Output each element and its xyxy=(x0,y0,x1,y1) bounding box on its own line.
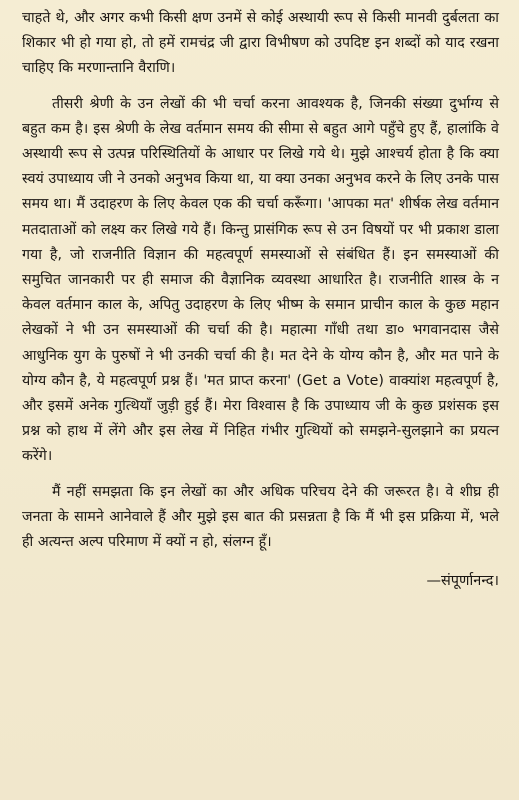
paragraph-closing: मैं नहीं समझता कि इन लेखों का और अधिक परिचय देने की जरूरत है। वे शीघ्र ही जनता के सामने आनेवाले हैं और मुझे इस बात की प्रसन्नता है कि मैं भी इस प्रक्रिया में, भले ही अत्यन्त अल्प परिमाण में क्यों न हो, संलग्न हूँ। xyxy=(22,483,499,551)
author-signature: —संपूर्णानन्द। xyxy=(426,573,499,590)
paragraph-third-category: तीसरी श्रेणी के उन लेखों की भी चर्चा करना आवश्यक है, जिनकी संख्या दुर्भाग्य से बहुत कम है। इस श्रेणी के लेख वर्तमान समय की सीमा से बहुत आगे पहुँचे हुए हैं, हालांकि वे अस्थायी रूप से उत्पन्न परिस्थितियों के आधार पर लिखे गये थे। मुझे आश्चर्य होता है कि क्या स्वयं उपाध्याय जी ने उनको अनुभव किया था, या क्या उनका अनुभव करने के लिए उनके पास समय था। मैं उदाहरण के लिए केवल एक की चर्चा करूँगा। 'आपका मत' शीर्षक लेख वर्तमान मतदाताओं को लक्ष्य कर लिखे गये हैं। किन्तु प्रासंगिक रूप से उन विषयों पर भी प्रकाश डाला गया है, जो राजनीति विज्ञान की महत्वपूर्ण समस्याओं से संबंधित हैं। इन समस्याओं की समुचित जानकारी पर ही समाज की वैज्ञानिक व्यवस्था आधारित है। राजनीति शास्त्र के न केवल वर्तमान काल के, अपितु उदाहरण के लिए भीष्म के समान प्राचीन काल के कुछ महान लेखकों ने भी उन समस्याओं की चर्चा की है। महात्मा गाँधी तथा डा० भगवानदास जैसे आधुनिक युग के पुरुषों ने भी उनकी चर्चा की है। मत देने के योग्य कौन है, और मत पाने के योग्य कौन है, ये महत्वपूर्ण प्रश्न हैं। 'मत प्राप्त करना' (Get a Vote) वाक्यांश महत्वपूर्ण है, और इसमें अनेक गुत्थियाँ जुड़ी हुई हैं। मेरा विश्वास है कि उपाध्याय जी के कुछ प्रशंसक इस प्रश्न को हाथ में लेंगे और इस लेख में निहित गंभीर गुत्थियों को समझने-सुलझाने का प्रयत्न करेंगे। xyxy=(22,95,499,465)
paragraph-gap xyxy=(22,470,499,480)
paragraph-gap xyxy=(22,82,499,92)
paragraph-continuation: चाहते थे, और अगर कभी किसी क्षण उनमें से कोई अस्थायी रूप से किसी मानवी दुर्बलता का शिकार भी हो गया हो, तो हमें रामचंद्र जी द्वारा विभीषण को उपदिष्ट इन शब्दों को याद रखना चाहिए कि मरणान्तानि वैराणि। xyxy=(22,10,499,77)
